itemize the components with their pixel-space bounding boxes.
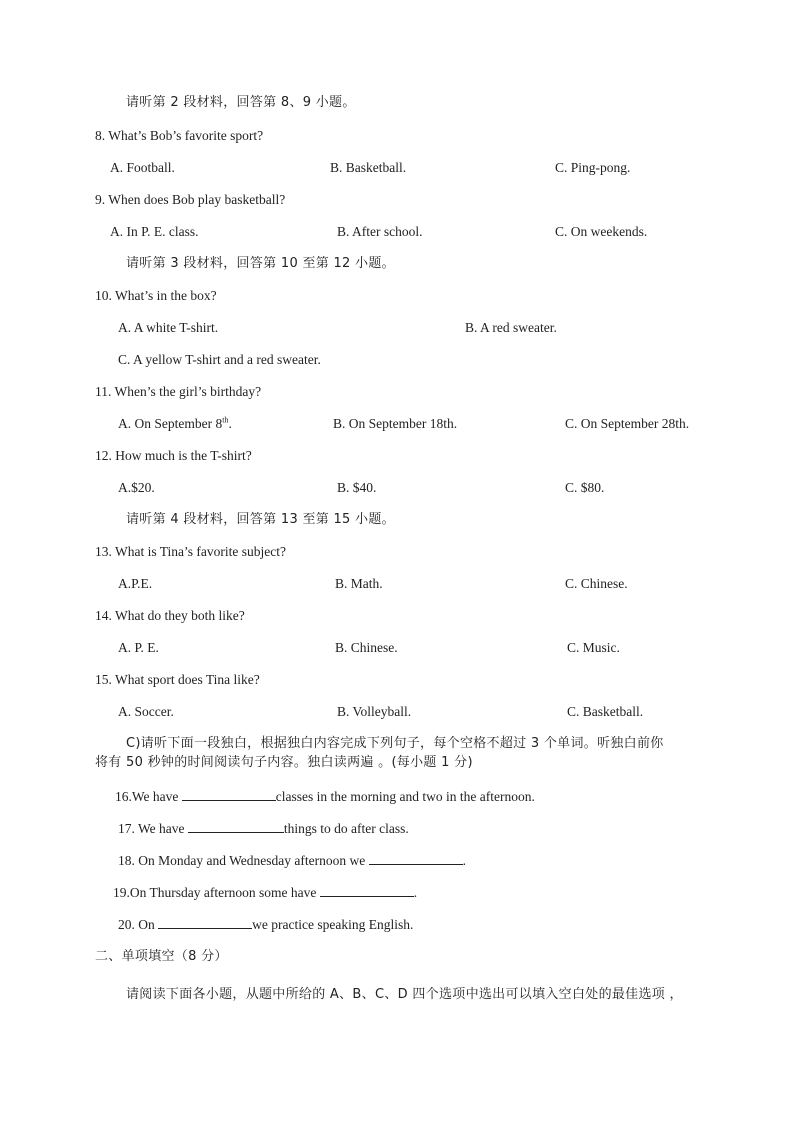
option-15c: C. Basketball.	[567, 704, 644, 719]
option-11c: C. On September 28th.	[565, 416, 690, 431]
section-2-instruction: 请阅读下面各小题，从题中所给的 A、B、C、D 四个选项中选出可以填入空白处的最佳选项 ，	[126, 987, 683, 1002]
section-heading-2: 二、单项填空（8 分）	[95, 949, 228, 964]
answer-blank-18[interactable]	[369, 851, 463, 865]
question-13: 13. What is Tina’s favorite subject?	[95, 544, 286, 559]
question-14: 14. What do they both like?	[95, 608, 245, 623]
option-8b: B. Basketball.	[330, 160, 407, 175]
option-11a: A. On September 8th.	[118, 415, 232, 431]
question-8: 8. What’s Bob’s favorite sport?	[95, 128, 264, 143]
option-14a: A. P. E.	[118, 640, 159, 655]
fill-item-17: 17. We have things to do after class.	[118, 821, 409, 836]
option-10c: C. A yellow T-shirt and a red sweater.	[118, 352, 321, 367]
answer-blank-17[interactable]	[188, 819, 284, 833]
option-13c: C. Chinese.	[565, 576, 628, 591]
answer-blank-20[interactable]	[158, 915, 252, 929]
fill-item-19: 19.On Thursday afternoon some have .	[113, 885, 418, 900]
option-10b: B. A red sweater.	[465, 320, 557, 335]
option-11b: B. On September 18th.	[333, 416, 458, 431]
option-12b: B. $40.	[337, 480, 377, 495]
option-13b: B. Math.	[335, 576, 383, 591]
fill-item-16: 16.We have classes in the morning and two in the afternoon.	[115, 789, 535, 804]
question-12: 12. How much is the T-shirt?	[95, 448, 252, 463]
question-9: 9. When does Bob play basketball?	[95, 192, 286, 207]
section-intro-2: 请听第 2 段材料，回答第 8、9 小题。	[126, 95, 356, 110]
part-c-instruction-1: C)请听下面一段独白，根据独白内容完成下列句子，每个空格不超过 3 个单词。听独白前你	[126, 736, 664, 751]
part-c-instruction-2: 将有 50 秒钟的时间阅读句子内容。独白读两遍 。(每小题 1 分)	[95, 755, 473, 770]
option-9b: B. After school.	[337, 224, 423, 239]
option-9a: A. In P. E. class.	[110, 224, 199, 239]
question-11: 11. When’s the girl’s birthday?	[95, 384, 262, 399]
option-8a: A. Football.	[110, 160, 175, 175]
question-15: 15. What sport does Tina like?	[95, 672, 260, 687]
fill-item-18: 18. On Monday and Wednesday afternoon we .	[118, 853, 466, 868]
option-13a: A.P.E.	[118, 576, 153, 591]
option-12a: A.$20.	[118, 480, 155, 495]
section-intro-4: 请听第 4 段材料，回答第 13 至第 15 小题。	[126, 512, 395, 527]
option-12c: C. $80.	[565, 480, 605, 495]
answer-blank-16[interactable]	[182, 787, 276, 801]
section-intro-3: 请听第 3 段材料，回答第 10 至第 12 小题。	[126, 256, 395, 271]
option-8c: C. Ping-pong.	[555, 160, 631, 175]
answer-blank-19[interactable]	[320, 883, 414, 897]
question-10: 10. What’s in the box?	[95, 288, 217, 303]
option-14b: B. Chinese.	[335, 640, 398, 655]
option-15b: B. Volleyball.	[337, 704, 412, 719]
option-10a: A. A white T-shirt.	[118, 320, 219, 335]
option-15a: A. Soccer.	[118, 704, 174, 719]
option-9c: C. On weekends.	[555, 224, 648, 239]
fill-item-20: 20. On we practice speaking English.	[118, 917, 414, 932]
option-14c: C. Music.	[567, 640, 620, 655]
